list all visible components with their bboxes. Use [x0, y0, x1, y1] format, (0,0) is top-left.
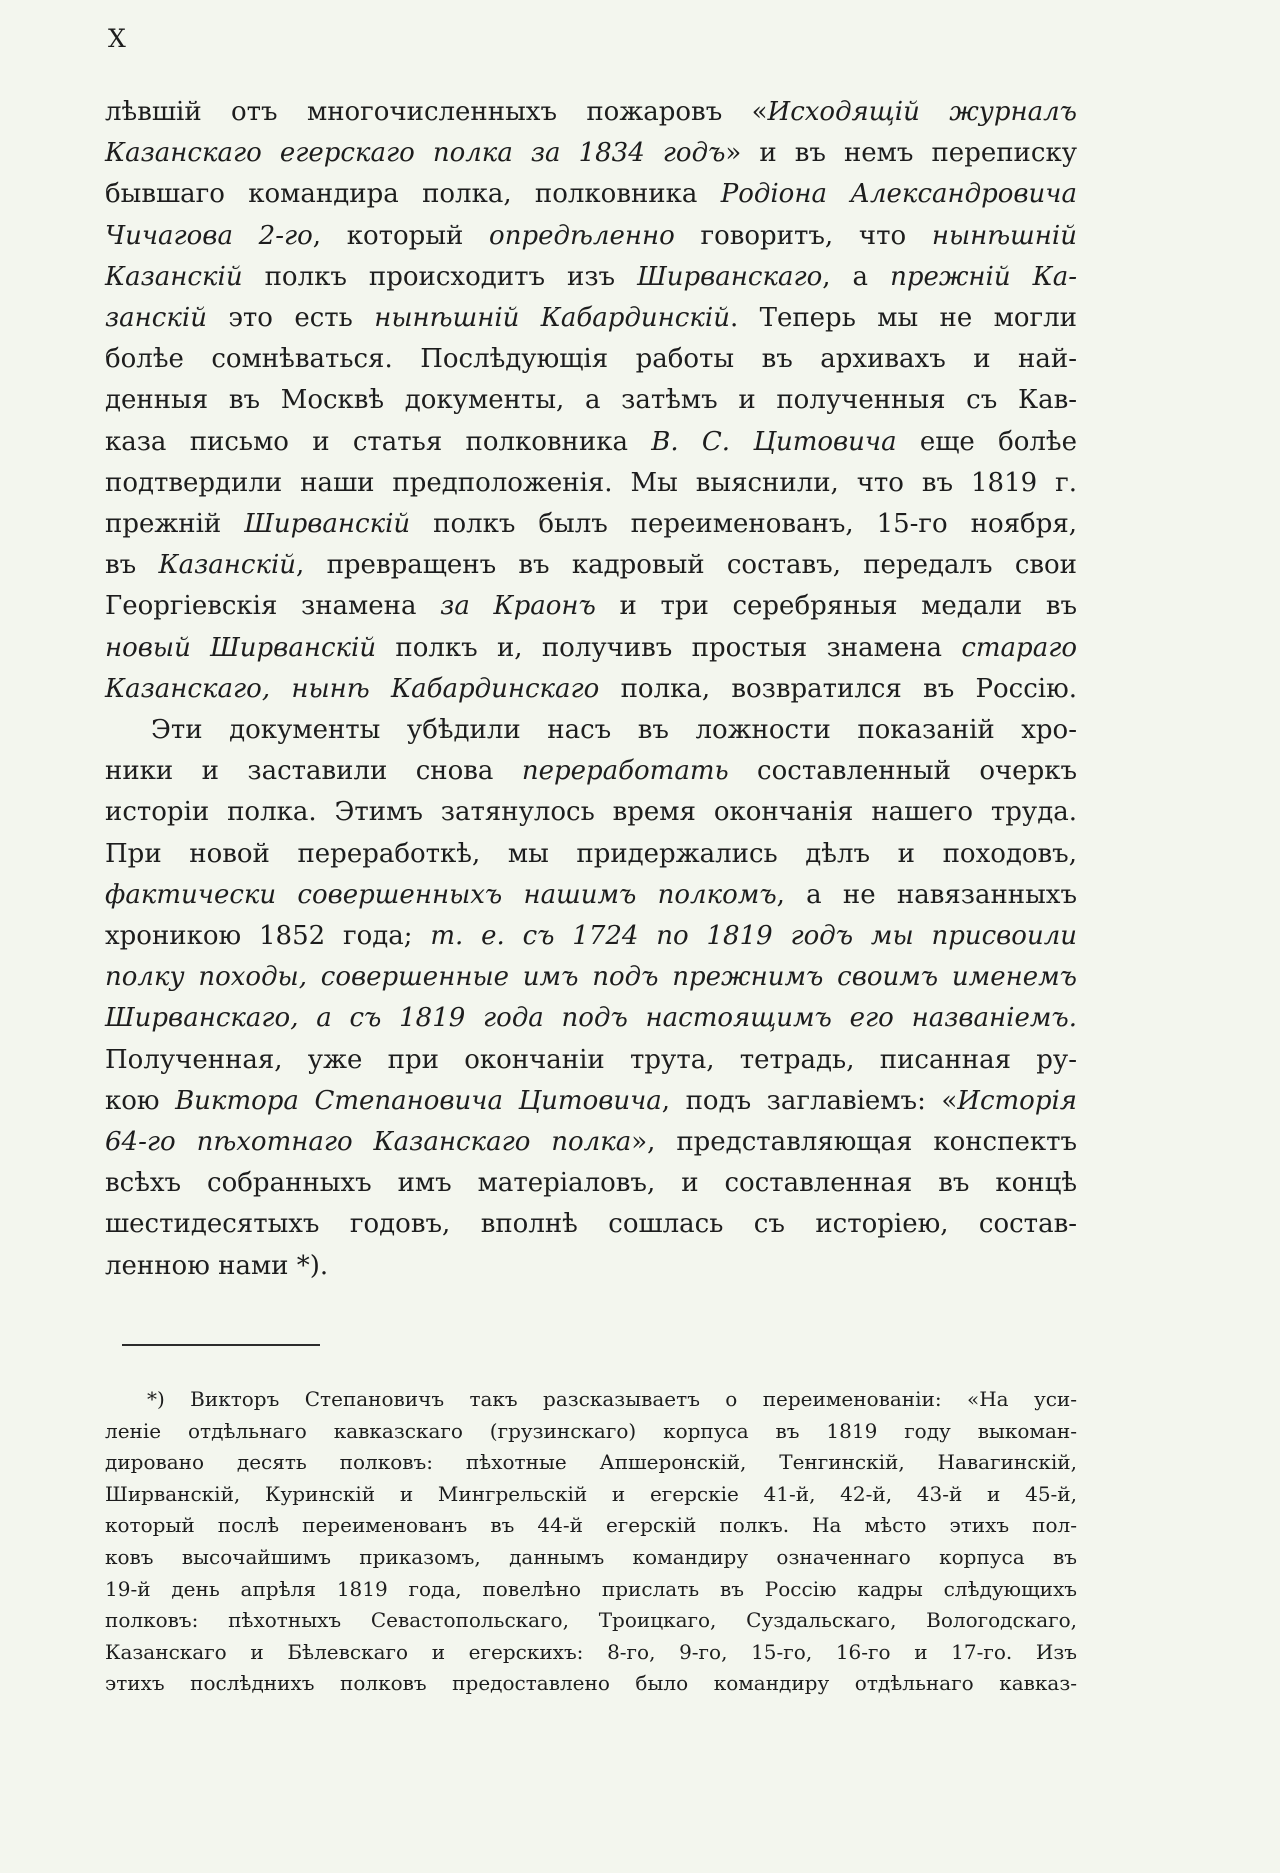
italic-text-segment: переработать [521, 756, 729, 787]
text-segment: подтвердили наши предположенія. Мы выяснили, что въ 1819 г. [105, 467, 1077, 498]
text-segment: каза письмо и статья полковника [105, 426, 652, 457]
footnote-block [105, 1384, 1077, 1700]
text-line [105, 710, 1077, 751]
italic-text-segment: Исходящій журналъ [767, 97, 1078, 127]
italic-text-segment: В. С. Цитовича [651, 426, 897, 457]
text-segment: и три серебряныя медали въ [595, 591, 1077, 622]
text-segment: Полученная, уже при окончаніи трута, тетрадь, писанная ру- [105, 1044, 1077, 1075]
text-line [105, 1510, 1077, 1542]
text-segment: , который [312, 220, 490, 251]
text-segment: денныя въ Москвѣ документы, а затѣмъ и полученныя съ Кав- [105, 385, 1077, 416]
text-segment: шестидесятыхъ годовъ, вполнѣ сошлась съ исторіею, состав- [105, 1209, 1077, 1240]
italic-text-segment: т. е. съ 1724 по 1819 годъ мы присвоили [430, 921, 1077, 952]
text-line [105, 957, 1077, 998]
text-line [105, 1163, 1077, 1204]
text-segment: лѣвшій отъ многочисленныхъ пожаровъ « [105, 97, 768, 127]
italic-text-segment: Ширванскаго [637, 261, 823, 292]
text-line [105, 339, 1077, 380]
text-segment: исторіи полка. Этимъ затянулось время окончанія нашего труда. [105, 797, 1077, 828]
text-line [105, 257, 1077, 298]
text-line [105, 1384, 1077, 1416]
text-line [105, 298, 1077, 339]
text-segment: этихъ послѣднихъ полковъ предоставлено было командиру отдѣльнаго кавказ- [105, 1671, 1077, 1696]
text-segment: полка, возвратился въ Россію. [599, 673, 1078, 704]
text-segment: бывшаго командира полка, полковника [105, 179, 721, 210]
text-line [105, 834, 1077, 875]
italic-text-segment: Родіона Александровича [720, 179, 1077, 210]
text-line [105, 792, 1077, 833]
italic-text-segment: новый Ширванскій [105, 632, 377, 663]
text-segment: полкъ происходитъ изъ [242, 261, 638, 292]
text-line [105, 216, 1077, 257]
page-number: X [108, 24, 127, 53]
text-line [105, 669, 1077, 710]
text-line [105, 422, 1077, 463]
text-segment: болѣе сомнѣваться. Послѣдующія работы въ архивахъ и най- [105, 344, 1077, 375]
italic-text-segment: нынѣшній [931, 220, 1077, 251]
text-segment: еще болѣе [896, 426, 1077, 457]
italic-text-segment: Чичагова 2-го [105, 220, 313, 251]
italic-text-segment: Ширванскій [244, 509, 411, 540]
text-segment: , а [822, 261, 891, 292]
text-segment: Казанскаго и Бѣлевскаго и егерскихъ: 8-го, 9-го, 15-го, 16-го и 17-го. Изъ [105, 1639, 1077, 1664]
text-segment: ковъ высочайшимъ приказомъ, даннымъ командиру означеннаго корпуса въ [105, 1544, 1077, 1569]
italic-text-segment: Исторія [957, 1085, 1077, 1116]
text-line [105, 1204, 1077, 1245]
italic-text-segment: Казанскій [105, 261, 243, 292]
italic-text-segment: стараго [961, 632, 1077, 663]
text-segment: *) Викторъ Степановичъ такъ разсказываетъ о переименованіи: «На уси- [147, 1387, 1077, 1411]
text-line [105, 1447, 1077, 1479]
text-line [105, 628, 1077, 669]
text-segment: всѣхъ собранныхъ имъ матеріаловъ, и составленная въ концѣ [105, 1168, 1077, 1199]
text-line [105, 1637, 1077, 1669]
text-line [105, 875, 1077, 916]
text-segment: Георгіевскія знамена [105, 591, 441, 622]
italic-text-segment: 64-го пѣхотнаго Казанскаго полка [105, 1127, 632, 1158]
text-line [105, 1542, 1077, 1574]
main-text-block [105, 92, 1077, 1287]
text-segment: прежній [105, 509, 245, 540]
italic-text-segment: Казанскій [158, 550, 297, 581]
text-line [105, 1081, 1077, 1122]
text-segment: составленный очеркъ [728, 756, 1078, 787]
italic-text-segment: Казанскаго, нынѣ Кабардинскаго [105, 673, 600, 704]
text-segment: При новой переработкѣ, мы придержались дѣлъ и походовъ, [105, 838, 1077, 869]
text-line [105, 1574, 1077, 1606]
text-segment: ники и заставили снова [105, 756, 522, 787]
text-segment: Ширванскій, Куринскій и Мингрельскій и егерскіе 41-й, 42-й, 43-й и 45-й, [105, 1481, 1077, 1506]
text-line [105, 380, 1077, 421]
italic-text-segment: опредѣленно [489, 220, 675, 251]
italic-text-segment: Виктора Степановича Цитовича [175, 1085, 662, 1116]
text-line [105, 545, 1077, 586]
text-segment: полковъ: пѣхотныхъ Севастопольскаго, Троицкаго, Суздальскаго, Вологодскаго, [105, 1608, 1077, 1633]
text-line [105, 1416, 1077, 1448]
text-line [105, 1479, 1077, 1511]
text-segment: дировано десять полковъ: пѣхотные Апшеронскій, Тенгинскій, Навагинскій, [105, 1450, 1077, 1475]
footnote-separator-rule [122, 1344, 320, 1346]
text-line [105, 1246, 1077, 1287]
text-line [105, 916, 1077, 957]
italic-text-segment: Ширванскаго, а съ 1819 года подъ настоящимъ его названіемъ. [105, 1003, 1077, 1034]
text-line [105, 1040, 1077, 1081]
text-segment: кою [105, 1085, 176, 1116]
text-segment: полкъ былъ переименованъ, 15-го ноября, [410, 509, 1077, 540]
text-line [105, 586, 1077, 627]
text-line [105, 133, 1077, 174]
italic-text-segment: фактически совершенныхъ нашимъ полкомъ [105, 879, 777, 910]
text-segment: Эти документы убѣдили насъ въ ложности показаній хро- [151, 715, 1077, 746]
italic-text-segment: полку походы, совершенные имъ подъ прежнимъ своимъ именемъ [105, 962, 1077, 993]
text-line [105, 1668, 1077, 1700]
text-line [105, 463, 1077, 504]
text-line [105, 1122, 1077, 1163]
text-segment: », представляющая конспектъ [631, 1127, 1077, 1158]
text-segment: полкъ и, получивъ простыя знамена [376, 632, 962, 663]
italic-text-segment: прежній Ка- [890, 261, 1078, 292]
italic-text-segment: за Краонъ [440, 591, 596, 622]
text-line [105, 504, 1077, 545]
text-segment: который послѣ переименованъ въ 44-й егерскій полкъ. На мѣсто этихъ пол- [105, 1513, 1077, 1538]
text-segment: ленною нами *). [105, 1250, 329, 1281]
text-line [105, 92, 1077, 133]
text-segment: , подъ заглавіемъ: « [661, 1085, 958, 1116]
text-segment: хроникою 1852 года; [105, 921, 431, 952]
text-segment: леніе отдѣльнаго кавказскаго (грузинскаго) корпуса въ 1819 году выкоман- [105, 1418, 1077, 1443]
text-line [105, 751, 1077, 792]
italic-text-segment: Казанскаго егерскаго полка за 1834 годъ [105, 138, 726, 169]
text-segment: въ [105, 550, 159, 581]
text-segment: 19-й день апрѣля 1819 года, повелѣно прислать въ Россію кадры слѣдующихъ [105, 1576, 1077, 1601]
text-line [105, 998, 1077, 1039]
text-segment: это есть [206, 303, 375, 334]
italic-text-segment: нынѣшній Кабардинскій [374, 303, 730, 334]
text-segment: , превращенъ въ кадровый составъ, передалъ свои [296, 550, 1077, 581]
text-segment: , а не навязанныхъ [776, 879, 1078, 910]
text-segment: » и въ немъ переписку [725, 138, 1077, 169]
text-segment: . Теперь мы не могли [729, 303, 1077, 334]
text-segment: говоритъ, что [674, 220, 932, 251]
text-line [105, 1605, 1077, 1637]
italic-text-segment: занскій [105, 303, 207, 334]
text-line [105, 174, 1077, 215]
